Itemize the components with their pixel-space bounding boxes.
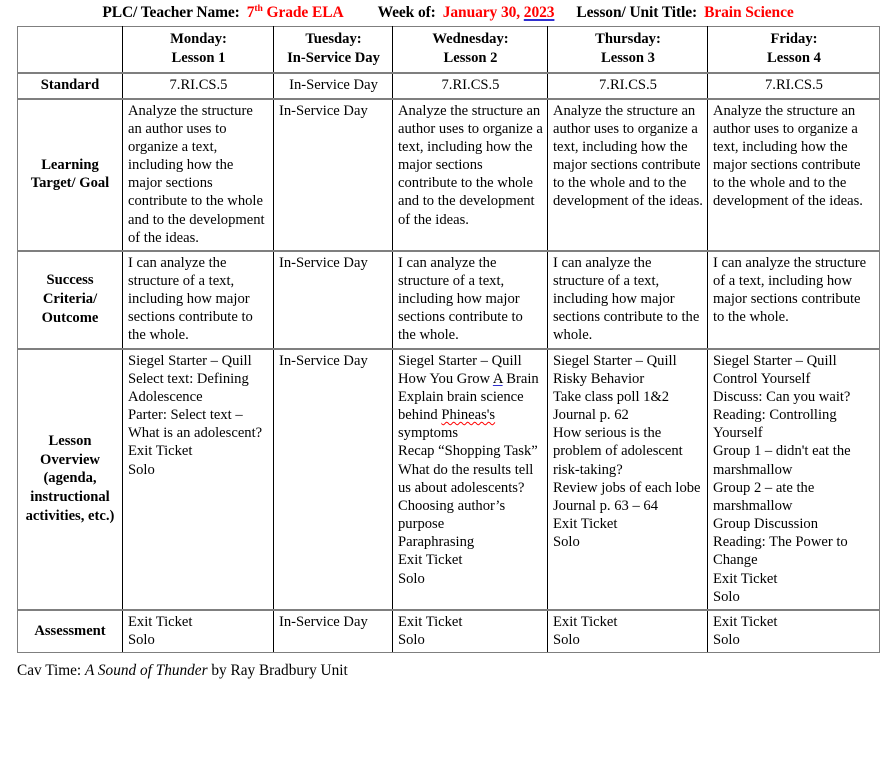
- cell-line: Group 1 – didn't eat the marshmallow: [713, 443, 851, 478]
- cell-tuesday: [274, 610, 393, 653]
- cell-line: Siegel Starter – Quill: [713, 352, 837, 369]
- day-name: Friday:: [770, 31, 818, 47]
- cell-line: 7.RI.CS.5: [441, 77, 500, 94]
- grade-number: 7: [246, 4, 255, 21]
- cav-time-prefix: Cav Time:: [17, 662, 86, 680]
- cell-line: Exit Ticket: [398, 552, 463, 569]
- table-row: [18, 73, 880, 99]
- lesson-unit-title-field: [576, 4, 793, 22]
- lesson-unit-title-value: Brain Science: [704, 4, 794, 21]
- table-body: [18, 73, 880, 653]
- cell-line: Solo: [713, 588, 740, 605]
- cell-line: In-Service Day: [289, 77, 378, 94]
- cell-line: Paraphrasing: [398, 534, 475, 551]
- cell-line: Parter: Select text – What is an adolescent?: [128, 407, 263, 442]
- cell-line: Exit Ticket: [553, 516, 618, 533]
- weekly-lesson-plan-table: [17, 26, 880, 653]
- cell-line: How serious is the problem of adolescent risk-taking?: [553, 425, 683, 478]
- row-label-learning-target-goal: Learning Target/ Goal: [18, 99, 123, 251]
- grow-a-brain-link[interactable]: A: [492, 370, 503, 387]
- cell-line: Solo: [398, 570, 425, 587]
- table-row: [18, 610, 880, 653]
- table-row: [18, 251, 880, 349]
- cell-line: Solo: [553, 631, 580, 648]
- cell-line: Solo: [713, 631, 740, 648]
- cell-friday: [708, 610, 880, 653]
- cell-line: Siegel Starter – Quill: [128, 352, 252, 369]
- lesson-unit-title-label: Lesson/ Unit Title:: [576, 4, 698, 21]
- cell-thursday: [548, 251, 708, 349]
- cell-line: Choosing author’s purpose: [398, 497, 506, 533]
- week-of-field: [378, 4, 555, 22]
- plc-teacher-name-label: PLC/ Teacher Name:: [102, 4, 240, 21]
- table-header-row: [18, 27, 880, 73]
- cell-line: Take class poll 1&2: [553, 388, 670, 405]
- cell-line: Recap “Shopping Task”: [398, 443, 538, 460]
- cell-line: Select text: Defining Adolescence: [128, 370, 249, 405]
- cell-line: Journal p. 63 – 64: [553, 497, 658, 514]
- document-header: [0, 0, 896, 26]
- cell-line: Siegel Starter – Quill: [553, 352, 677, 369]
- corner-header-cell: [18, 27, 123, 73]
- cell-line: Exit Ticket: [553, 613, 618, 630]
- cell-friday: [708, 251, 880, 349]
- cell-line: Reading: The Power to Change: [713, 534, 848, 569]
- column-header-tuesday: [274, 27, 393, 73]
- cell-line: 7.RI.CS.5: [599, 77, 657, 94]
- table-row: [18, 349, 880, 610]
- cell-thursday: [548, 99, 708, 251]
- cell-line: I can analyze the structure of a text, including how major sections contribute to the whole.: [553, 254, 700, 344]
- cell-wednesday: [393, 99, 548, 251]
- cell-wednesday: [393, 251, 548, 349]
- cell-line: Solo: [398, 631, 425, 648]
- day-name: Tuesday:: [305, 31, 362, 47]
- column-header-thursday: [548, 27, 708, 73]
- cell-wednesday: [393, 73, 548, 99]
- cell-friday: [708, 99, 880, 251]
- cell-line: Exit Ticket: [713, 613, 778, 630]
- cell-line: Discuss: Can you wait?: [713, 388, 851, 405]
- week-of-label: Week of:: [377, 4, 436, 21]
- cell-line: Exit Ticket: [398, 613, 463, 630]
- cell-line: Group Discussion: [713, 516, 818, 533]
- cell-line: Analyze the structure an author uses to organize a text, including how the major sections contribute to the whole and to the development of the ideas.: [713, 102, 863, 210]
- day-name: Monday:: [170, 31, 227, 47]
- cell-line: Exit Ticket: [128, 613, 193, 630]
- cell-line: How You Grow A Brain: [398, 370, 539, 387]
- cell-tuesday: [274, 73, 393, 99]
- cell-wednesday: [393, 610, 548, 653]
- cell-monday: [123, 99, 274, 251]
- cell-monday: [123, 73, 274, 99]
- cav-time-suffix: by Ray Bradbury Unit: [207, 662, 348, 680]
- day-lesson-label: Lesson 4: [767, 49, 821, 66]
- row-label-lesson-overview-agenda-instructional-activities-etc: Lesson Overview (agenda, instructional activities, etc.): [18, 349, 123, 610]
- row-label-assessment: Assessment: [18, 610, 123, 653]
- cell-line: Analyze the structure an author uses to organize a text, including how the major sections contribute to the whole and to the development of the ideas.: [128, 102, 265, 246]
- column-header-friday: [708, 27, 880, 73]
- cav-time-book-title: A Sound of Thunder: [85, 662, 208, 680]
- cell-line: Analyze the structure an author uses to organize a text, including how the major sections contribute to the whole and to the development of the ideas.: [553, 102, 703, 210]
- week-of-year-link[interactable]: 2023: [523, 4, 555, 21]
- cell-line: Solo: [128, 461, 155, 478]
- cell-thursday: [548, 349, 708, 610]
- row-label-success-criteria-outcome: Success Criteria/ Outcome: [18, 251, 123, 349]
- grade-ordinal-suffix: th: [254, 2, 263, 14]
- cell-line: Solo: [553, 534, 580, 551]
- cell-tuesday: [274, 349, 393, 610]
- spellcheck-flagged-word: Phineas's: [441, 407, 496, 424]
- cell-line: Analyze the structure an author uses to organize a text, including how the major sections contribute to the whole and to the development of the ideas.: [398, 102, 543, 228]
- cell-monday: [123, 610, 274, 653]
- cell-line: Siegel Starter – Quill: [398, 352, 522, 369]
- table-row: [18, 99, 880, 251]
- cell-wednesday: [393, 349, 548, 610]
- cell-line: I can analyze the structure of a text, including how major sections contribute to the whole.: [713, 254, 867, 326]
- cell-line: Risky Behavior: [553, 370, 645, 387]
- cell-tuesday: [274, 251, 393, 349]
- cell-thursday: [548, 73, 708, 99]
- cell-line: What do the results tell us about adolescents?: [398, 461, 534, 496]
- column-header-monday: [123, 27, 274, 73]
- day-name: Wednesday:: [432, 31, 509, 47]
- day-lesson-label: Lesson 3: [601, 49, 655, 66]
- plc-teacher-name-value: [247, 4, 344, 21]
- cell-line: I can analyze the structure of a text, including how major sections contribute to the whole.: [398, 254, 523, 344]
- column-header-wednesday: [393, 27, 548, 73]
- day-lesson-label: Lesson 1: [171, 49, 226, 66]
- cell-thursday: [548, 610, 708, 653]
- cell-line: Exit Ticket: [128, 443, 193, 460]
- week-of-value: [443, 4, 555, 21]
- grade-subject: Grade ELA: [262, 4, 344, 21]
- cell-line: In-Service Day: [279, 352, 368, 369]
- cell-line: Reading: Controlling Yourself: [713, 407, 837, 442]
- cell-line: In-Service Day: [279, 254, 368, 271]
- cav-time-footer: [17, 662, 896, 680]
- cell-line: 7.RI.CS.5: [169, 77, 228, 94]
- cell-friday: [708, 73, 880, 99]
- cell-line: Review jobs of each lobe: [553, 479, 701, 496]
- cell-tuesday: [274, 99, 393, 251]
- cell-line: In-Service Day: [279, 102, 368, 119]
- row-label-standard: Standard: [18, 73, 123, 99]
- plc-teacher-name-field: [102, 4, 343, 22]
- cell-monday: [123, 349, 274, 610]
- day-lesson-label: In-Service Day: [287, 49, 380, 66]
- cell-line: Solo: [128, 631, 155, 648]
- cell-line: In-Service Day: [279, 613, 368, 630]
- table-header: [18, 27, 880, 73]
- day-lesson-label: Lesson 2: [443, 49, 498, 66]
- cell-line: Group 2 – ate the marshmallow: [713, 479, 815, 514]
- day-name: Thursday:: [595, 31, 661, 47]
- week-of-date: January 30,: [442, 4, 524, 21]
- cell-line: Explain brain science behind Phineas's symptoms: [398, 388, 524, 442]
- cell-friday: [708, 349, 880, 610]
- cell-line: 7.RI.CS.5: [765, 77, 823, 94]
- cell-line: Journal p. 62: [553, 407, 629, 424]
- cell-line: Exit Ticket: [713, 570, 778, 587]
- cell-monday: [123, 251, 274, 349]
- cell-line: Control Yourself: [713, 370, 811, 387]
- cell-line: I can analyze the structure of a text, including how major sections contribute to the whole.: [128, 254, 253, 344]
